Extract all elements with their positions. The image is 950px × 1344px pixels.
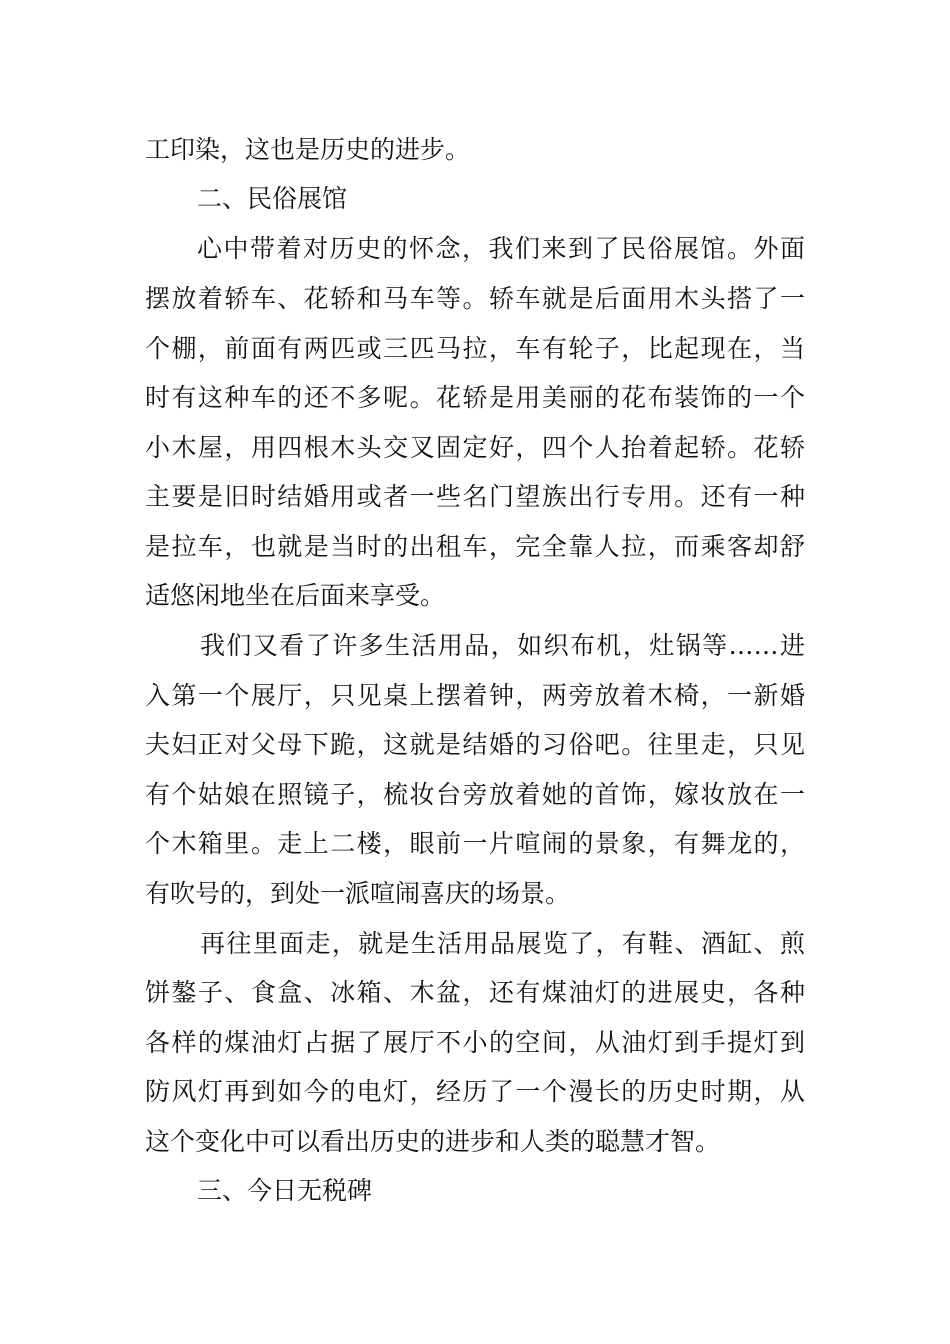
paragraph-line: 适悠闲地坐在后面来享受。	[145, 581, 446, 610]
paragraph-line: 饼鏊子、食盒、冰箱、木盆，还有煤油灯的进展史，各种	[145, 978, 805, 1007]
paragraph-line: 个棚，前面有两匹或三匹马拉，车有轮子，比起现在，当	[145, 334, 805, 363]
paragraph-line: 个木箱里。走上二楼，眼前一片喧闹的景象，有舞龙的，	[145, 829, 805, 858]
paragraph-line: 是拉车，也就是当时的出租车，完全靠人拉，而乘客却舒	[145, 532, 805, 561]
paragraph-line: 有个姑娘在照镜子，梳妆台旁放着她的首饰，嫁妆放在一	[145, 780, 805, 809]
section-heading-tax-stele: 三、今日无税碑	[197, 1176, 373, 1205]
section-heading-folk-museum: 二、民俗展馆	[197, 184, 348, 213]
paragraph-line: 各样的煤油灯占据了展厅不小的空间，从油灯到手提灯到	[145, 1028, 805, 1057]
paragraph-line: 有吹号的，到处一派喧闹喜庆的场景。	[145, 879, 571, 908]
intro-tail-line: 工印染，这也是历史的进步。	[145, 135, 471, 164]
paragraph-line: 小木屋，用四根木头交叉固定好，四个人抬着起轿。花轿	[145, 433, 805, 462]
paragraph-line: 主要是旧时结婚用或者一些名门望族出行专用。还有一种	[145, 482, 805, 511]
paragraph-line: 我们又看了许多生活用品，如织布机，灶锅等……进	[200, 631, 805, 660]
paragraph-line: 夫妇正对父母下跪，这就是结婚的习俗吧。往里走，只见	[145, 730, 805, 759]
paragraph-line: 这个变化中可以看出历史的进步和人类的聪慧才智。	[145, 1127, 721, 1156]
paragraph-line: 防风灯再到如今的电灯，经历了一个漫长的历史时期，从	[145, 1077, 805, 1106]
paragraph-line: 心中带着对历史的怀念，我们来到了民俗展馆。外面	[197, 234, 805, 263]
paragraph-line: 时有这种车的还不多呢。花轿是用美丽的花布装饰的一个	[145, 383, 805, 412]
paragraph-line: 再往里面走，就是生活用品展览了，有鞋、酒缸、煎	[200, 929, 805, 958]
paragraph-line: 入第一个展厅，只见桌上摆着钟，两旁放着木椅，一新婚	[145, 681, 805, 710]
paragraph-line: 摆放着轿车、花轿和马车等。轿车就是后面用木头搭了一	[145, 284, 805, 313]
